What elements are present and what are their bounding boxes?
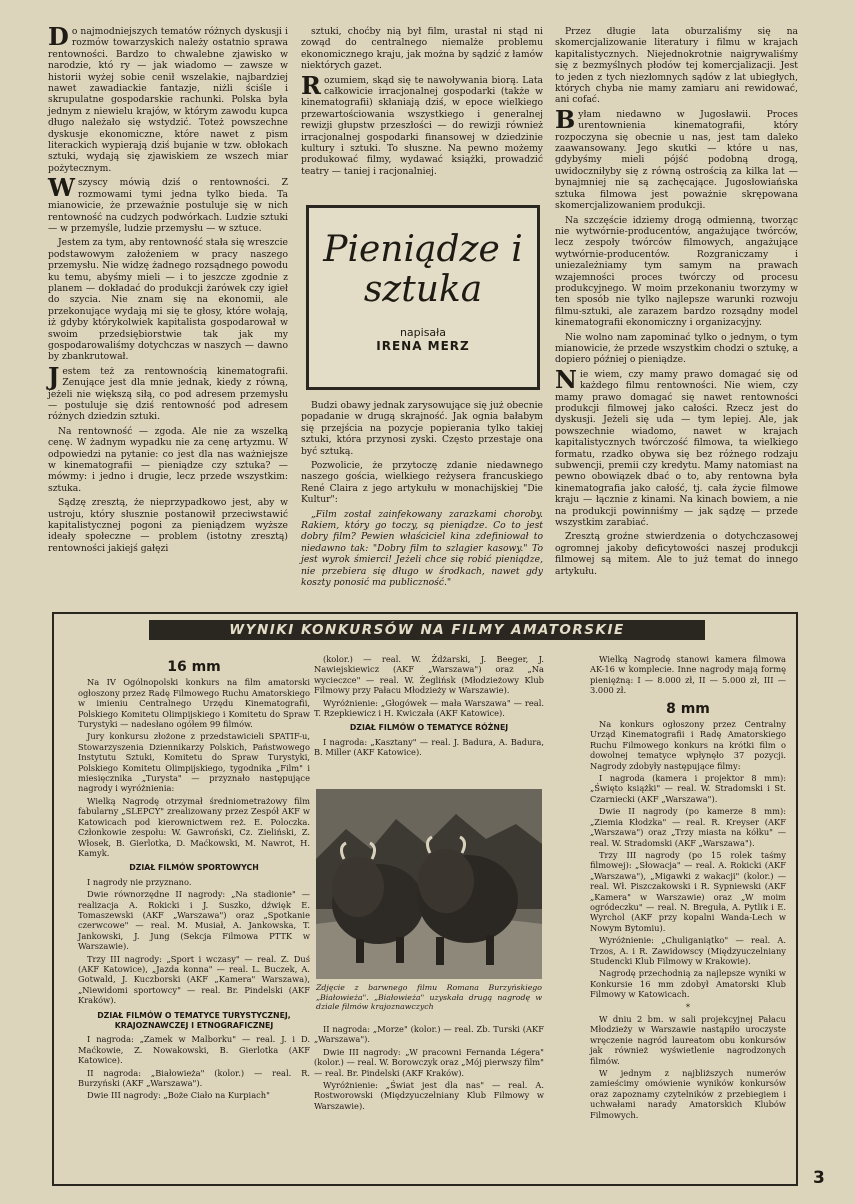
paragraph: Sądzę zresztą, że nieprzypadkowo jest, aby w ustroju, który słusznie postanowił przeciwstawić kapitalistycznej pogoni za pieniądzem wyższe ideały społeczne — problem (istotny zresztą) rentowności jakiejś gałęzi [48,497,288,554]
paragraph-with-initial [555,104,798,212]
paragraph: Zresztą groźne stwierdzenia o dotychczasowej ogromnej jakoby deficytowości naszej produkcji filmowej są mitem. Ale to już temat do innego artykułu. [555,531,798,577]
bison-illustration [316,789,542,979]
paragraph: Dwie równorzędne II nagrody: „Na stadionie" — realizacja A. Rokicki i J. Suszko, dźwięk E. Tomaszewski (AKF „Warszawa") oraz „Spotkanie czerwcowe" — real. M. Musiał, A. Jankowska, T. Jankowski, J. Jung (Sekcja Filmowa PTTK w Warszawie). [78,889,310,952]
paragraph: I nagroda: „Kasztany" — real. J. Badura, A. Badura, B. Miller (AKF Katowice). [314,736,544,758]
paragraph-text: yłam niedawno w Jugosławii. Proces urentownienia kinematografii, który rozpoczyna się obecnie u nas, jest tam daleko zaawansowany. Jego skutki — które u nas, gdybyśmy mieli pójść podobną drogą, uwidoczniłyby się z równą ostrością za kilka lat — bynajmniej nie są zachęcające. Jugosłowiańska sztuka filmowa jest poważnie skrępowana skomercjalizowaniem produkcji. [555,108,798,212]
paragraph: Wyróżnienie: „Świat jest dla nas" — real. A. Rostworowski (Międzyuczelniany Klub Filmowy w Warszawie). [314,1080,544,1111]
paragraph: Na konkurs ogłoszony przez Centralny Urząd Kinematografii i Radę Amatorskiego Ruchu Filmowego konkurs na krótki film o dowolnej tematyce wpłynęło 37 pozycji. Nagrody zdobyły następujące filmy: [590,719,786,771]
paragraph-with-initial [48,173,288,234]
drop-cap: B [555,104,576,134]
bison-photo [316,789,542,979]
paragraph-with-initial [555,364,798,529]
paragraph: Wielką Nagrodę otrzymał średniometrażowy film fabularny „SLEPCY" zrealizowany przez Zespół AKF w Katowicach pod kierownictwem reż. E. Poloczka. Członkowie zespołu: W. Gawroński, Cz. Zieliński, Z. Włosek, B. Gierlotka, D. Maćkowski, M. Nawrot, H. Kamyk. [78,795,310,858]
paragraph: Pozwolicie, że przytoczę zdanie niedawnego naszego gościa, wielkiego reżysera francuskiego René Claira z jego artykułu w monachijskiej "Die Kultur": [301,460,543,506]
separator-star: * [685,1001,691,1012]
article-column-2 [301,26,543,180]
paragraph: I nagroda: „Zamek w Malborku" — real. J. i D. Maćkowie, Z. Nowakowski, B. Gierlotka (AKF Katowice). [78,1034,310,1066]
contest-column-2 [314,654,544,760]
section-heading: 16 mm [167,659,221,675]
subsection-heading: DZIAŁ FILMÓW O TEMATYCE RÓŻNEJ [349,723,509,733]
paragraph-text: szyscy mówią dziś o rentowności. Z rozmowami tymi jedna tylko bieda. Ta mianowicie, że przeważnie postuluje się w nich rentowność na cudzych podwórkach. Ludzie sztuki — w przemyśle, ludzie przemysłu — w sztuce. [48,177,288,234]
paragraph: Na szczęście idziemy drogą odmienną, tworząc nie wytwórnie-producentów, angażujące twórców, lecz zespoły twórców filmowych, angażujące wytwórnie-producentów. Rozgraniczamy i uniezależniamy tym samym na prawach wzajemności proces twórczy od procesu produkcyjnego. W moim przekonaniu tworzymy w ten sposób nie tylko najlepsze warunki rozwoju filmu-sztuki, ale zarazem bardzo rozsądny model kinematografii ekonomiczny i organizacyjny. [555,214,798,329]
section-heading: 8 mm [666,700,710,717]
paragraph-with-initial [48,22,288,174]
byline-label: napisała [399,326,447,339]
article-column-3 [555,26,798,580]
drop-cap: W [48,173,75,203]
paragraph: W dniu 2 bm. w sali projekcyjnej Pałacu Młodzieży w Warszawie nastąpiło uroczyste wręczenie nagród laureatom obu konkursów jak również wyświetlenie nagrodzonych filmów. [590,1014,786,1066]
contest-banner: WYNIKI KONKURSÓW NA FILMY AMATORSKIE [149,620,705,640]
drop-cap: J [48,361,60,391]
article-title: Pieniądze i sztuka [323,229,523,310]
paragraph: II nagroda: „Morze" (kolor.) — real. Zb. Turski (AKF „Warszawa"). [314,1024,544,1045]
paragraph-with-initial [48,361,288,423]
paragraph-with-initial [301,70,543,178]
paragraph: Nie wolno nam zapominać tylko o jednym, o tym mianowicie, że przede wszystkim chodzi o sztukę, a dopiero później o pieniądze. [555,331,798,366]
contest-column-3 [590,654,786,1122]
article-title-box [306,205,540,390]
paragraph-text: o najmodniejszych tematów różnych dyskusji i rozmów towarzyskich należy ostatnio sprawa rentowności. Bardzo to chwalebne zjawisko w narodzie, któ ry — jak wiadomo — zawsze w historii wyżej sobie cenił wszelakie, najbardziej nawet zawadiackie fantazje, niżli ściśle i skrupulatne gospodarskie rachunki. Polska była jednym z niewielu krajów, w którym zawodu kupca długo należało się wstydzić. Toteż powszechne dyskusje ekonomiczne, które nawet z pism literackich wypierają dziś bujanie w tzw. obłokach sztuki, wydają się zjawiskiem ze wszech miar pożytecznym. [48,26,288,174]
photo-caption: Zdjęcie z barwnego filmu Romana Burzyńskiego „Białowieża". „Białowieża" uzyskała drugą nagrodę w dziale filmów krajoznawczych [316,983,542,1012]
paragraph: Przez długie lata oburzaliśmy się na skomercjalizowanie literatury i filmu w krajach kapitalistycznych. Niejednokrotnie naigrywaliśmy się z bezmyślnych płodów tej komercjalizacji. Jest to jeden z tych niezłomnych sądów z lat ubiegłych, których chyba nie mamy zamiaru ani rewidować, ani cofać. [555,26,798,106]
paragraph: Trzy III nagrody (po 15 rolek taśmy filmowej): „Słowacja" — real. A. Rokicki (AKF „Warszawa"), „Migawki z wakacji" (kolor.) — real. Wł. Piszczakowski i R. Sypniewski (AKF „Kamera" w Warszawie) oraz „W moim ogródeczku" — real. N. Breguła, A. Pytlik i E. Wyrchol (AKF przy kopalni Wanda-Lech w Nowym Bytomiu). [590,849,786,933]
paragraph: „Film został zainfekowany zarazkami choroby. Rakiem, który go toczy, są pieniądze. Co to jest dobry film? Pewien właściciel kina zdefiniował to niedawno tak: "Dobry film to szlagier kasowy." To jest wyrok śmierci! Jeżeli chce się robić pieniądze, nie przebiera się długo w środkach, nawet gdy koszty ponosić ma publiczność." [301,508,543,589]
paragraph: Dwie III nagrody: „W pracowni Fernanda Légera" (kolor.) — real. W. Borowczyk oraz „Mój pierwszy film" — real. Br. Pindelski (AKF Kraków). [314,1046,544,1078]
article-column-1 [48,22,288,557]
paragraph: I nagroda (kamera i projektor 8 mm): „Święto książki" — real. W. Stradomski i St. Czarniecki (AKF „Warszawa"). [590,773,786,804]
paragraph: I nagrody nie przyznano. [87,876,192,887]
paragraph-text: estem też za rentownością kinematografii. Zenujące jest dla mnie jednak, kiedy z równą, jeżeli nie większą siłą, co pod adresem przemysłu — postuluje się dziś rentowność pod adresem różnych dziedzin sztuki. [48,365,288,423]
paragraph: Dwie II nagrody (po kamerze 8 mm): „Ziemia Kłodzka" — real. R. Kreyser (AKF „Warszawa") oraz „Trzy miasta na kółku" — real. W. Stradomski (AKF „Warszawa"). [590,806,786,848]
paragraph: Trzy III nagrody: „Sport i wczasy" — real. Z. Duś (AKF Katowice), „Jazda konna" — real. L. Buczek, A. Gotwald, J. Kuczborski (AKF „Kamera" Warszawa), „Niewidomi sportowcy" — real. Br. Pindelski (AKF Kraków). [78,953,310,1006]
subsection-heading: DZIAŁ FILMÓW SPORTOWYCH [129,863,259,873]
paragraph: Wyróżnienie: „Chuliganiątko" — real. A. Trzos, A. i R. Zawidowscy (Międzyuczelniany Studencki Klub Filmowy w Krakowie). [590,935,786,966]
paragraph: Na IV Ogólnopolski konkurs na film amatorski ogłoszony przez Radę Filmowego Ruchu Amatorskiego w imieniu Centralnego Urzędu Kinematografii, Polskiego Komitetu Olimpijskiego i Komitetu do Spraw Turystyki — nadesłano ogółem 99 filmów. [78,677,310,730]
paragraph: Na rentowność — zgoda. Ale nie za wszelką cenę. W żadnym wypadku nie za cenę artyzmu. W odpowiedzi na pytanie: co jest dla nas ważniejsze w kinematografii — pieniądze czy sztuka? — mówmy: i jedno i drugie, lecz przede wszystkim: sztuka. [48,425,288,494]
paragraph-text: ozumiem, skąd się te nawoływania biorą. Lata całkowicie irracjonalnej gospodarki (także w kinematografii) skłaniają dziś, w epoce wielkiego przewartościowania wszystkiego i generalnej rewizji głupstw przeszłości — do rewizji również irracjonalnej gospodarki finansowej w dziedzinie kultury i sztuki. To słuszne. Na pewno możemy produkować filmy, wydawać książki, prowadzić teatry — taniej i racjonalniej. [301,74,543,177]
drop-cap: R [301,70,321,100]
drop-cap: N [555,364,577,394]
paragraph: Wyróżnienie: „Głogówek — mała Warszawa" — real. T. Rzepkiewicz i H. Kwiczała (AKF Katowice). [314,697,544,719]
paragraph: Wielką Nagrodę stanowi kamera filmowa AK-16 w komplecie. Inne nagrody mają formę pieniężną: I — 8.000 zł, II — 5.000 zł, III — 3.000 zł. [590,654,786,696]
drop-cap: D [48,22,69,51]
contest-column-1 [78,654,310,1103]
paragraph: W jednym z najbliższych numerów zamieścimy omówienie wyników konkursów oraz zapoznamy czytelników z przebiegiem i uchwałami narady Amatorskich Klubów Filmowych. [590,1068,786,1120]
article-column-2-lower [301,400,543,592]
paragraph-text: ie wiem, czy mamy prawo domagać się od każdego filmu rentowności. Nie wiem, czy mamy prawo domagać się nawet rentowności produkcji filmowej jako całości. Rzecz jest do dyskusji. Jeżeli się uda — tym lepiej. Ale, jak powszechnie wiadomo, nawet w krajach kapitalistycznych twórczość filmowa, ta wielkiego formatu, rzadko obywa się bez różnego rodzaju subwencji, premii czy kredytu. Mamy natomiast na pewno obowiązek dbać o to, aby rentowna była kinematografia jako całość, tj. cała życie filmowe kraju — łącznie z kinami. Na kinach bowiem, a nie na produkcji powinniśmy — jak sądzę — przede wszystkim zarabiać. [555,368,798,529]
paragraph: Nagrodę przechodnią za najlepsze wyniki w Konkursie 16 mm zdobył Amatorski Klub Filmowy w Katowicach. [590,968,786,1000]
contest-results-box [52,612,798,1186]
contest-column-2-lower [314,1024,544,1113]
paragraph: sztuki, choćby nią był film, urastał ni stąd ni zowąd do centralnego niemalże problemu ekonomicznego kraju, jak można by sądzić z łamów niektórych gazet. [301,26,543,72]
page-number: 3 [813,1168,825,1188]
paragraph: Jestem za tym, aby rentowność stała się wreszcie podstawowym założeniem w pracy naszego przemysłu. Nie widzę żadnego rozsądnego powodu ku temu, abyśmy mieli — i to jeszcze zgodnie z planem — dokładać do produkcji żarówek czy igieł do szycia. Nie znam się na ekonomii, ale przekonujące wydają mi się te głosy, które wołają, iż gdyby którykolwiek kapitalista gospodarował w swoim przedsiębiorstwie tak jak my gospodarowaliśmy dotychczas w naszych — dawno by zbankrutował. [48,237,288,363]
paragraph: (kolor.) — real. W. Żdżarski, J. Beeger, J. Nawiejskiewicz (AKF „Warszawa") oraz „Na wycieczce" — real. W. Żeglińsk (Młodzieżowy Klub Filmowy przy Pałacu Młodzieży w Warszawie). [314,654,544,696]
paragraph: Budzi obawy jednak zarysowujące się już obecnie popadanie w drugą skrajność. Jak ognia bałabym się przejścia na pozycje popierania tylko takiej sztuki, która przynosi zyski. Często przestaje ona być sztuką. [301,400,543,457]
paragraph: II nagroda: „Białowieża" (kolor.) — real. R. Burzyński (AKF „Warszawa"). [78,1067,310,1089]
author-name: IRENA MERZ [376,339,470,353]
paragraph: Jury konkursu złożone z przedstawicieli SPATIF-u, Stowarzyszenia Dziennikarzy Polskich, Państwowego Instytutu Sztuki, Komitetu do Spraw Turystyki, Polskiego Komitetu Olimpijskiego, tygodnika „Film" i miesięcznika „Turysta" — przyznało następujące nagrody i wyróżnienia: [78,731,310,794]
subsection-heading: DZIAŁ FILMÓW O TEMATYCE TURYSTYCZNEJ, KRAJOZNAWCZEJ I ETNOGRAFICZNEJ [97,1010,291,1030]
paragraph: Dwie III nagrody: „Boże Ciało na Kurpiach" [87,1090,270,1101]
